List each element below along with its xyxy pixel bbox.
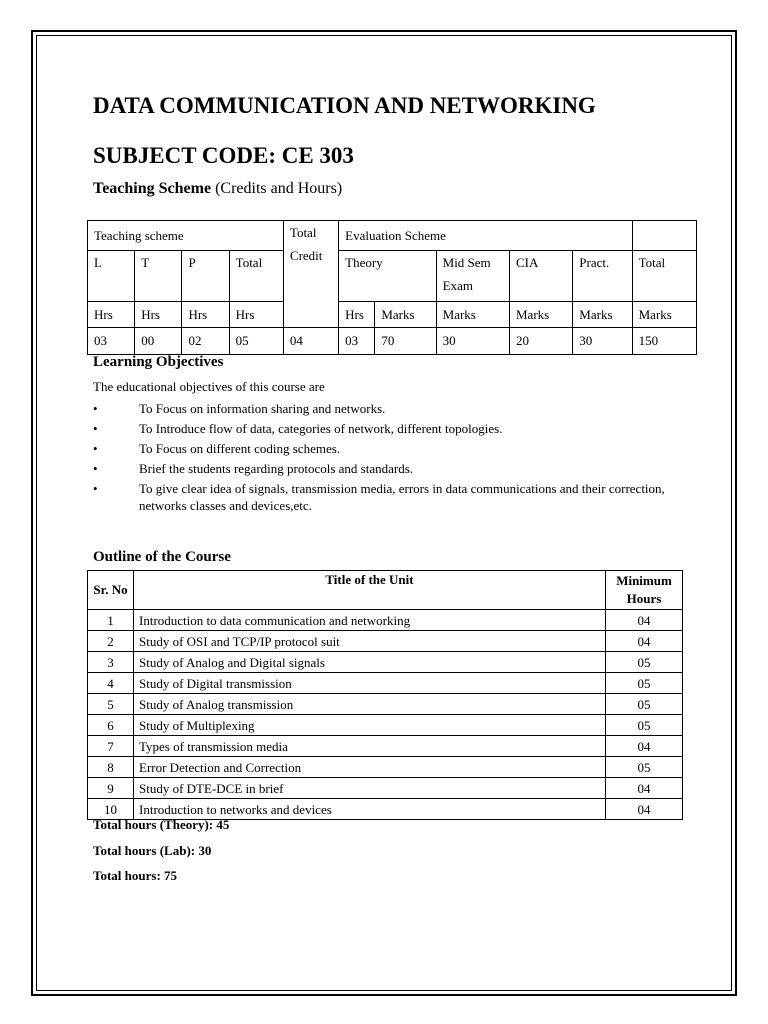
cell-value: 02 (182, 328, 229, 355)
cell-cia: CIA (509, 251, 572, 302)
cell-value: 03 (339, 328, 375, 355)
total-hours-theory: Total hours (Theory): 45 (93, 817, 230, 832)
cell-sr: 6 (88, 715, 134, 736)
cell-hours: 05 (606, 694, 683, 715)
cell-hrs: Hrs (135, 302, 182, 328)
cell-hours: 05 (606, 652, 683, 673)
header-total: Total (289, 225, 317, 240)
cell-title: Study of Multiplexing (134, 715, 606, 736)
cell-title: Types of transmission media (134, 736, 606, 757)
list-item (93, 400, 693, 417)
cell-title: Study of Analog and Digital signals (134, 652, 606, 673)
cell-value: 03 (88, 328, 135, 355)
header-title-of-unit: Title of the Unit (134, 571, 606, 610)
learning-objectives-heading: Learning Objectives (93, 354, 224, 370)
cell-total-marks: Total (632, 251, 696, 302)
total-hours-lab: Total hours (Lab): 30 (93, 843, 212, 858)
cell-title: Study of OSI and TCP/IP protocol suit (134, 631, 606, 652)
cell-marks: Marks (573, 302, 632, 328)
cell-p: P (182, 251, 229, 302)
cell-sr: 8 (88, 757, 134, 778)
cell-total-teaching: Total (229, 251, 283, 302)
course-outline-heading: Outline of the Course (93, 549, 231, 565)
cell-pract: Pract. (573, 251, 632, 302)
header-sr-no: Sr. No (88, 571, 134, 610)
cell-value: 30 (573, 328, 632, 355)
cell-sr: 10 (88, 799, 134, 820)
cell-hrs: Hrs (339, 302, 375, 328)
cell-sr: 9 (88, 778, 134, 799)
cell-title: Study of Analog transmission (134, 694, 606, 715)
list-item (93, 440, 693, 457)
cell-sr: 2 (88, 631, 134, 652)
teaching-scheme-heading-bold: Teaching Scheme (93, 180, 212, 197)
table-row (88, 673, 683, 694)
objective-text: To give clear idea of signals, transmission media, errors in data communications and their correction, networks classes and devices,etc. (139, 481, 665, 513)
objectives-list (93, 400, 693, 517)
table-header-row (88, 571, 683, 610)
cell-sr: 1 (88, 610, 134, 631)
cell-hrs: Hrs (88, 302, 135, 328)
header-empty-cell (632, 221, 696, 251)
table-row (88, 652, 683, 673)
cell-title: Study of DTE-DCE in brief (134, 778, 606, 799)
objectives-intro: The educational objectives of this course are (93, 379, 325, 394)
table-row (88, 694, 683, 715)
header-total-credit (283, 221, 338, 328)
cell-value: 20 (509, 328, 572, 355)
total-hours: Total hours: 75 (93, 868, 178, 883)
cell-t: T (135, 251, 182, 302)
cell-sr: 7 (88, 736, 134, 757)
header-evaluation-scheme: Evaluation Scheme (339, 221, 632, 251)
header-minimum-hours: Minimum Hours (606, 571, 683, 610)
cell-l: L (88, 251, 135, 302)
cell-value: 00 (135, 328, 182, 355)
table-row (88, 757, 683, 778)
table-row (88, 631, 683, 652)
list-item (93, 460, 693, 477)
cell-theory: Theory (339, 251, 436, 302)
cell-mid-sem: Mid Sem (442, 255, 491, 270)
cell-hours: 04 (606, 778, 683, 799)
cell-exam: Exam (442, 278, 473, 293)
cell-hours: 05 (606, 673, 683, 694)
bullet: • (93, 441, 98, 456)
objective-text: To Focus on different coding schemes. (139, 441, 341, 456)
cell-hours: 04 (606, 631, 683, 652)
cell-title: Introduction to data communication and networking (134, 610, 606, 631)
objective-text: To Introduce flow of data, categories of network, different topologies. (139, 421, 503, 436)
table-row (88, 610, 683, 631)
bullet: • (93, 461, 98, 476)
cell-marks: Marks (436, 302, 509, 328)
cell-hours: 05 (606, 757, 683, 778)
list-item (93, 420, 693, 437)
list-item (93, 480, 693, 514)
cell-hours: 04 (606, 799, 683, 820)
cell-value: 04 (283, 328, 338, 355)
cell-title: Error Detection and Correction (134, 757, 606, 778)
cell-marks: Marks (509, 302, 572, 328)
teaching-scheme-heading (93, 180, 342, 198)
cell-hours: 05 (606, 715, 683, 736)
cell-hrs: Hrs (229, 302, 283, 328)
cell-value: 30 (436, 328, 509, 355)
objective-text: To Focus on information sharing and networks. (139, 401, 386, 416)
cell-sr: 5 (88, 694, 134, 715)
bullet: • (93, 481, 98, 496)
cell-marks: Marks (375, 302, 436, 328)
cell-title: Study of Digital transmission (134, 673, 606, 694)
cell-sr: 4 (88, 673, 134, 694)
cell-mid-sem-exam (436, 251, 509, 302)
header-teaching-scheme: Teaching scheme (88, 221, 284, 251)
course-outline-table (87, 570, 683, 820)
document-title: DATA COMMUNICATION AND NETWORKING (93, 93, 596, 118)
cell-title: Introduction to networks and devices (134, 799, 606, 820)
cell-hours: 04 (606, 736, 683, 757)
table-row (88, 715, 683, 736)
cell-hours: 04 (606, 610, 683, 631)
objective-text: Brief the students regarding protocols and standards. (139, 461, 414, 476)
cell-value: 70 (375, 328, 436, 355)
table-row (88, 778, 683, 799)
teaching-scheme-table (87, 220, 697, 355)
cell-value: 05 (229, 328, 283, 355)
header-credit: Credit (289, 248, 323, 263)
cell-hrs: Hrs (182, 302, 229, 328)
bullet: • (93, 401, 98, 416)
cell-value: 150 (632, 328, 696, 355)
table-row (88, 736, 683, 757)
subject-code: SUBJECT CODE: CE 303 (93, 143, 354, 168)
cell-sr: 3 (88, 652, 134, 673)
teaching-scheme-heading-rest: (Credits and Hours) (211, 180, 343, 197)
bullet: • (93, 421, 98, 436)
cell-marks: Marks (632, 302, 696, 328)
